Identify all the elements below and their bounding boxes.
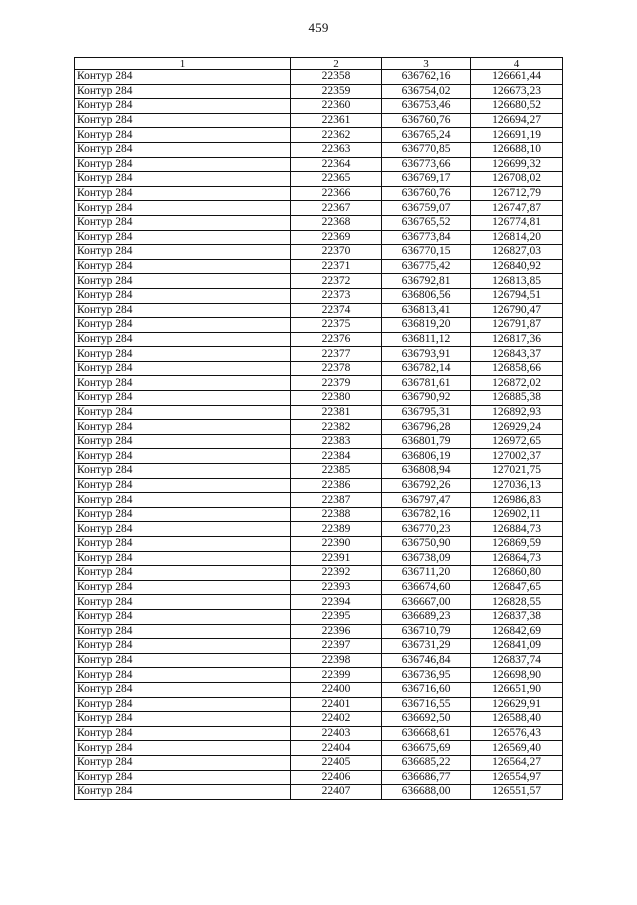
coordinate-x-cell: 636773,66	[382, 157, 471, 172]
table-row	[75, 332, 563, 347]
coordinate-x-cell: 636792,81	[382, 274, 471, 289]
coordinate-y-cell: 126902,11	[471, 507, 563, 522]
coordinate-y-cell: 126790,47	[471, 303, 563, 318]
table-row	[75, 128, 563, 143]
table-row	[75, 770, 563, 785]
contour-name-cell: Контур 284	[75, 172, 291, 187]
coordinate-x-cell: 636806,56	[382, 288, 471, 303]
contour-name-cell: Контур 284	[75, 303, 291, 318]
coordinate-y-cell: 126837,74	[471, 653, 563, 668]
table-row	[75, 785, 563, 800]
point-number-cell: 22385	[291, 464, 382, 479]
contour-name-cell: Контур 284	[75, 361, 291, 376]
table-row	[75, 712, 563, 727]
point-number-cell: 22388	[291, 507, 382, 522]
table-row	[75, 507, 563, 522]
point-number-cell: 22394	[291, 595, 382, 610]
table-row	[75, 259, 563, 274]
table-row	[75, 113, 563, 128]
coordinate-x-cell: 636795,31	[382, 405, 471, 420]
point-number-cell: 22361	[291, 113, 382, 128]
column-header-3: 3	[382, 58, 471, 70]
point-number-cell: 22378	[291, 361, 382, 376]
contour-name-cell: Контур 284	[75, 785, 291, 800]
coordinate-y-cell: 126884,73	[471, 522, 563, 537]
table-row	[75, 391, 563, 406]
coordinate-x-cell: 636801,79	[382, 434, 471, 449]
point-number-cell: 22377	[291, 347, 382, 362]
table-row	[75, 405, 563, 420]
table-row	[75, 142, 563, 157]
contour-name-cell: Контур 284	[75, 420, 291, 435]
contour-name-cell: Контур 284	[75, 391, 291, 406]
coordinate-x-cell: 636782,14	[382, 361, 471, 376]
point-number-cell: 22398	[291, 653, 382, 668]
coordinate-y-cell: 126794,51	[471, 288, 563, 303]
point-number-cell: 22406	[291, 770, 382, 785]
coordinate-y-cell: 126712,79	[471, 186, 563, 201]
coordinate-y-cell: 126791,87	[471, 318, 563, 333]
coordinate-y-cell: 126564,27	[471, 755, 563, 770]
contour-name-cell: Контур 284	[75, 770, 291, 785]
table-row	[75, 580, 563, 595]
contour-name-cell: Контур 284	[75, 434, 291, 449]
contour-name-cell: Контур 284	[75, 478, 291, 493]
coordinate-x-cell: 636797,47	[382, 493, 471, 508]
contour-name-cell: Контур 284	[75, 537, 291, 552]
table-row	[75, 201, 563, 216]
point-number-cell: 22402	[291, 712, 382, 727]
point-number-cell: 22363	[291, 142, 382, 157]
point-number-cell: 22360	[291, 99, 382, 114]
table-row	[75, 741, 563, 756]
contour-name-cell: Контур 284	[75, 332, 291, 347]
point-number-cell: 22403	[291, 726, 382, 741]
table-row	[75, 464, 563, 479]
coordinate-y-cell: 126840,92	[471, 259, 563, 274]
coordinate-y-cell: 126814,20	[471, 230, 563, 245]
coordinate-x-cell: 636813,41	[382, 303, 471, 318]
coordinate-y-cell: 126688,10	[471, 142, 563, 157]
coordinate-y-cell: 126986,83	[471, 493, 563, 508]
coordinate-y-cell: 126554,97	[471, 770, 563, 785]
point-number-cell: 22389	[291, 522, 382, 537]
point-number-cell: 22366	[291, 186, 382, 201]
point-number-cell: 22362	[291, 128, 382, 143]
point-number-cell: 22393	[291, 580, 382, 595]
point-number-cell: 22358	[291, 70, 382, 85]
coordinate-y-cell: 126837,38	[471, 609, 563, 624]
table-row	[75, 361, 563, 376]
page-number: 459	[308, 20, 329, 35]
coordinate-x-cell: 636765,52	[382, 215, 471, 230]
coordinate-y-cell: 126708,02	[471, 172, 563, 187]
contour-name-cell: Контур 284	[75, 507, 291, 522]
table-row	[75, 697, 563, 712]
coordinate-y-cell: 126872,02	[471, 376, 563, 391]
coordinate-x-cell: 636811,12	[382, 332, 471, 347]
coordinate-y-cell: 126551,57	[471, 785, 563, 800]
coordinate-x-cell: 636688,00	[382, 785, 471, 800]
point-number-cell: 22373	[291, 288, 382, 303]
point-number-cell: 22372	[291, 274, 382, 289]
coordinate-x-cell: 636692,50	[382, 712, 471, 727]
coordinate-x-cell: 636753,46	[382, 99, 471, 114]
coordinate-y-cell: 127002,37	[471, 449, 563, 464]
point-number-cell: 22391	[291, 551, 382, 566]
table-row	[75, 274, 563, 289]
contour-name-cell: Контур 284	[75, 755, 291, 770]
point-number-cell: 22401	[291, 697, 382, 712]
contour-name-cell: Контур 284	[75, 274, 291, 289]
contour-name-cell: Контур 284	[75, 259, 291, 274]
coordinate-x-cell: 636792,26	[382, 478, 471, 493]
coordinate-y-cell: 126680,52	[471, 99, 563, 114]
contour-name-cell: Контур 284	[75, 99, 291, 114]
point-number-cell: 22390	[291, 537, 382, 552]
table-row	[75, 347, 563, 362]
point-number-cell: 22386	[291, 478, 382, 493]
coordinate-x-cell: 636770,15	[382, 245, 471, 260]
coordinate-y-cell: 126569,40	[471, 741, 563, 756]
coordinate-x-cell: 636781,61	[382, 376, 471, 391]
table-row	[75, 493, 563, 508]
coordinate-y-cell: 126817,36	[471, 332, 563, 347]
table-row	[75, 420, 563, 435]
coordinate-x-cell: 636793,91	[382, 347, 471, 362]
coordinate-x-cell: 636760,76	[382, 113, 471, 128]
contour-name-cell: Контур 284	[75, 624, 291, 639]
point-number-cell: 22380	[291, 391, 382, 406]
table-row	[75, 609, 563, 624]
coordinate-y-cell: 126841,09	[471, 639, 563, 654]
contour-name-cell: Контур 284	[75, 639, 291, 654]
point-number-cell: 22395	[291, 609, 382, 624]
contour-name-cell: Контур 284	[75, 405, 291, 420]
contour-name-cell: Контур 284	[75, 70, 291, 85]
point-number-cell: 22374	[291, 303, 382, 318]
contour-name-cell: Контур 284	[75, 84, 291, 99]
table-row	[75, 70, 563, 85]
table-header-row	[75, 58, 563, 70]
contour-name-cell: Контур 284	[75, 142, 291, 157]
contour-name-cell: Контур 284	[75, 464, 291, 479]
coordinate-y-cell: 126673,23	[471, 84, 563, 99]
point-number-cell: 22399	[291, 668, 382, 683]
contour-name-cell: Контур 284	[75, 566, 291, 581]
coordinate-x-cell: 636796,28	[382, 420, 471, 435]
point-number-cell: 22397	[291, 639, 382, 654]
point-number-cell: 22382	[291, 420, 382, 435]
table-row	[75, 186, 563, 201]
table-row	[75, 99, 563, 114]
coordinate-y-cell: 127036,13	[471, 478, 563, 493]
contour-name-cell: Контур 284	[75, 215, 291, 230]
coordinate-y-cell: 126929,24	[471, 420, 563, 435]
point-number-cell: 22404	[291, 741, 382, 756]
coordinate-x-cell: 636711,20	[382, 566, 471, 581]
point-number-cell: 22384	[291, 449, 382, 464]
coordinate-y-cell: 126885,38	[471, 391, 563, 406]
table-row	[75, 522, 563, 537]
table-row	[75, 318, 563, 333]
point-number-cell: 22383	[291, 434, 382, 449]
contour-name-cell: Контур 284	[75, 551, 291, 566]
coordinate-y-cell: 126747,87	[471, 201, 563, 216]
coordinate-y-cell: 126588,40	[471, 712, 563, 727]
contour-name-cell: Контур 284	[75, 201, 291, 216]
coordinate-y-cell: 126869,59	[471, 537, 563, 552]
contour-name-cell: Контур 284	[75, 449, 291, 464]
coordinate-y-cell: 126699,32	[471, 157, 563, 172]
table-row	[75, 595, 563, 610]
coordinate-x-cell: 636765,24	[382, 128, 471, 143]
contour-name-cell: Контур 284	[75, 595, 291, 610]
coordinate-x-cell: 636710,79	[382, 624, 471, 639]
table-row	[75, 376, 563, 391]
table-row	[75, 726, 563, 741]
table-row	[75, 653, 563, 668]
coordinate-y-cell: 126827,03	[471, 245, 563, 260]
coordinate-x-cell: 636808,94	[382, 464, 471, 479]
table-row	[75, 478, 563, 493]
contour-name-cell: Контур 284	[75, 318, 291, 333]
column-header-1: 1	[75, 58, 291, 70]
contour-name-cell: Контур 284	[75, 128, 291, 143]
point-number-cell: 22381	[291, 405, 382, 420]
coordinate-x-cell: 636668,61	[382, 726, 471, 741]
coordinate-x-cell: 636675,69	[382, 741, 471, 756]
point-number-cell: 22368	[291, 215, 382, 230]
coordinate-y-cell: 126828,55	[471, 595, 563, 610]
coordinate-x-cell: 636736,95	[382, 668, 471, 683]
point-number-cell: 22400	[291, 682, 382, 697]
contour-name-cell: Контур 284	[75, 682, 291, 697]
point-number-cell: 22396	[291, 624, 382, 639]
contour-name-cell: Контур 284	[75, 230, 291, 245]
table-row	[75, 172, 563, 187]
coordinate-y-cell: 126774,81	[471, 215, 563, 230]
coordinate-x-cell: 636750,90	[382, 537, 471, 552]
contour-name-cell: Контур 284	[75, 712, 291, 727]
point-number-cell: 22379	[291, 376, 382, 391]
table-row	[75, 157, 563, 172]
table-row	[75, 245, 563, 260]
coordinate-x-cell: 636689,23	[382, 609, 471, 624]
table-row	[75, 668, 563, 683]
point-number-cell: 22375	[291, 318, 382, 333]
coordinate-y-cell: 126651,90	[471, 682, 563, 697]
table-row	[75, 215, 563, 230]
table-row	[75, 434, 563, 449]
contour-name-cell: Контур 284	[75, 726, 291, 741]
coordinate-y-cell: 126858,66	[471, 361, 563, 376]
coordinate-y-cell: 126864,73	[471, 551, 563, 566]
table-row	[75, 84, 563, 99]
table-row	[75, 624, 563, 639]
contour-name-cell: Контур 284	[75, 668, 291, 683]
coordinate-x-cell: 636759,07	[382, 201, 471, 216]
point-number-cell: 22367	[291, 201, 382, 216]
contour-name-cell: Контур 284	[75, 697, 291, 712]
column-header-2: 2	[291, 58, 382, 70]
table-row	[75, 449, 563, 464]
coordinate-y-cell: 126691,19	[471, 128, 563, 143]
contour-name-cell: Контур 284	[75, 493, 291, 508]
coordinate-x-cell: 636773,84	[382, 230, 471, 245]
coordinate-x-cell: 636762,16	[382, 70, 471, 85]
table-row	[75, 639, 563, 654]
point-number-cell: 22407	[291, 785, 382, 800]
table-row	[75, 566, 563, 581]
coordinate-x-cell: 636667,00	[382, 595, 471, 610]
coordinate-x-cell: 636738,09	[382, 551, 471, 566]
table-row	[75, 537, 563, 552]
contour-name-cell: Контур 284	[75, 157, 291, 172]
point-number-cell: 22364	[291, 157, 382, 172]
contour-name-cell: Контур 284	[75, 376, 291, 391]
coordinate-x-cell: 636674,60	[382, 580, 471, 595]
coordinate-y-cell: 126661,44	[471, 70, 563, 85]
point-number-cell: 22392	[291, 566, 382, 581]
coordinate-y-cell: 126698,90	[471, 668, 563, 683]
point-number-cell: 22365	[291, 172, 382, 187]
table-row	[75, 682, 563, 697]
coordinate-x-cell: 636819,20	[382, 318, 471, 333]
contour-name-cell: Контур 284	[75, 741, 291, 756]
contour-name-cell: Контур 284	[75, 245, 291, 260]
contour-name-cell: Контур 284	[75, 580, 291, 595]
coordinate-x-cell: 636716,60	[382, 682, 471, 697]
contour-name-cell: Контур 284	[75, 653, 291, 668]
coordinate-y-cell: 126860,80	[471, 566, 563, 581]
coordinate-y-cell: 126694,27	[471, 113, 563, 128]
table-row	[75, 755, 563, 770]
table-row	[75, 551, 563, 566]
coordinate-x-cell: 636806,19	[382, 449, 471, 464]
coordinate-x-cell: 636770,23	[382, 522, 471, 537]
table-body	[75, 70, 563, 800]
coordinate-x-cell: 636760,76	[382, 186, 471, 201]
coordinate-x-cell: 636731,29	[382, 639, 471, 654]
point-number-cell: 22387	[291, 493, 382, 508]
coordinate-y-cell: 126972,65	[471, 434, 563, 449]
coordinate-x-cell: 636746,84	[382, 653, 471, 668]
point-number-cell: 22371	[291, 259, 382, 274]
contour-name-cell: Контур 284	[75, 522, 291, 537]
coordinate-x-cell: 636770,85	[382, 142, 471, 157]
table-row	[75, 288, 563, 303]
coordinate-y-cell: 126892,93	[471, 405, 563, 420]
table-row	[75, 303, 563, 318]
coordinate-x-cell: 636716,55	[382, 697, 471, 712]
contour-name-cell: Контур 284	[75, 288, 291, 303]
coordinates-table	[74, 57, 563, 800]
contour-name-cell: Контур 284	[75, 347, 291, 362]
point-number-cell: 22376	[291, 332, 382, 347]
coordinate-y-cell: 126847,65	[471, 580, 563, 595]
coordinate-y-cell: 126842,69	[471, 624, 563, 639]
point-number-cell: 22369	[291, 230, 382, 245]
table-row	[75, 230, 563, 245]
point-number-cell: 22370	[291, 245, 382, 260]
coordinate-x-cell: 636775,42	[382, 259, 471, 274]
contour-name-cell: Контур 284	[75, 113, 291, 128]
coordinate-y-cell: 126629,91	[471, 697, 563, 712]
coordinate-x-cell: 636686,77	[382, 770, 471, 785]
coordinate-x-cell: 636769,17	[382, 172, 471, 187]
point-number-cell: 22405	[291, 755, 382, 770]
coordinate-y-cell: 126813,85	[471, 274, 563, 289]
point-number-cell: 22359	[291, 84, 382, 99]
contour-name-cell: Контур 284	[75, 609, 291, 624]
coordinate-x-cell: 636790,92	[382, 391, 471, 406]
coordinate-y-cell: 127021,75	[471, 464, 563, 479]
coordinate-y-cell: 126576,43	[471, 726, 563, 741]
column-header-4: 4	[471, 58, 563, 70]
coordinate-x-cell: 636754,02	[382, 84, 471, 99]
coordinate-x-cell: 636782,16	[382, 507, 471, 522]
contour-name-cell: Контур 284	[75, 186, 291, 201]
coordinate-x-cell: 636685,22	[382, 755, 471, 770]
coordinate-y-cell: 126843,37	[471, 347, 563, 362]
